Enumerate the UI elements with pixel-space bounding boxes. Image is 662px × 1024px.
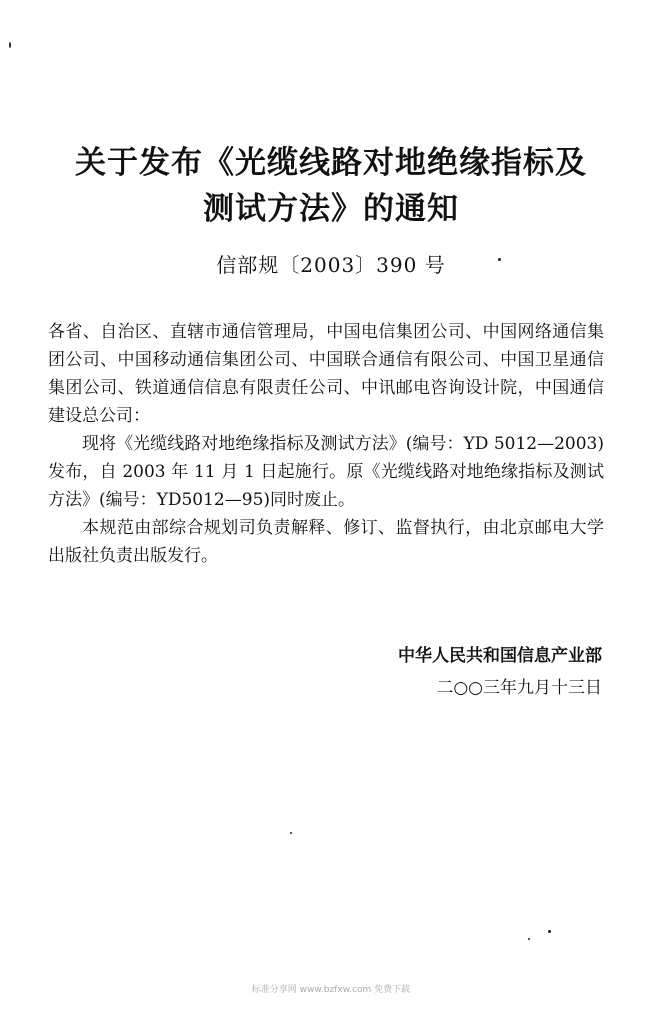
scan-speck	[548, 930, 551, 933]
title-line-2: 测试方法》的通知	[203, 191, 459, 227]
scan-speck	[528, 938, 530, 940]
signature-block	[398, 640, 602, 704]
scan-speck	[290, 832, 292, 834]
title-line-1: 关于发布《光缆线路对地绝缘指标及	[75, 145, 587, 181]
issue-date: 二○○三年九月十三日	[436, 678, 602, 698]
document-number: 信部规〔2003〕390 号	[216, 253, 446, 277]
scan-speck	[498, 258, 501, 261]
document-title	[56, 140, 606, 232]
document-body	[48, 318, 604, 570]
body-paragraph-2: 本规范由部综合规划司负责解释、修订、监督执行，由北京邮电大学出版社负责出版发行。	[48, 518, 604, 566]
addressee-paragraph: 各省、自治区、直辖市通信管理局，中国电信集团公司、中国网络通信集团公司、中国移动通信集团公司、中国联合通信有限公司、中国卫星通信集团公司、铁道通信信息有限责任公司、中讯邮电咨询设计院，中国通信建设总公司：	[48, 322, 604, 426]
body-paragraph-1: 现将《光缆线路对地绝缘指标及测试方法》(编号：YD 5012—2003)发布，自 2003 年 11 月 1 日起施行。原《光缆线路对地绝缘指标及测试方法》(编号：YD5012—95)同时废止。	[48, 434, 604, 510]
footer-watermark: 标准分享网 www.bzfxw.com 免费下载	[251, 985, 411, 995]
scan-speck	[9, 42, 11, 48]
issuer-name: 中华人民共和国信息产业部	[398, 646, 602, 666]
